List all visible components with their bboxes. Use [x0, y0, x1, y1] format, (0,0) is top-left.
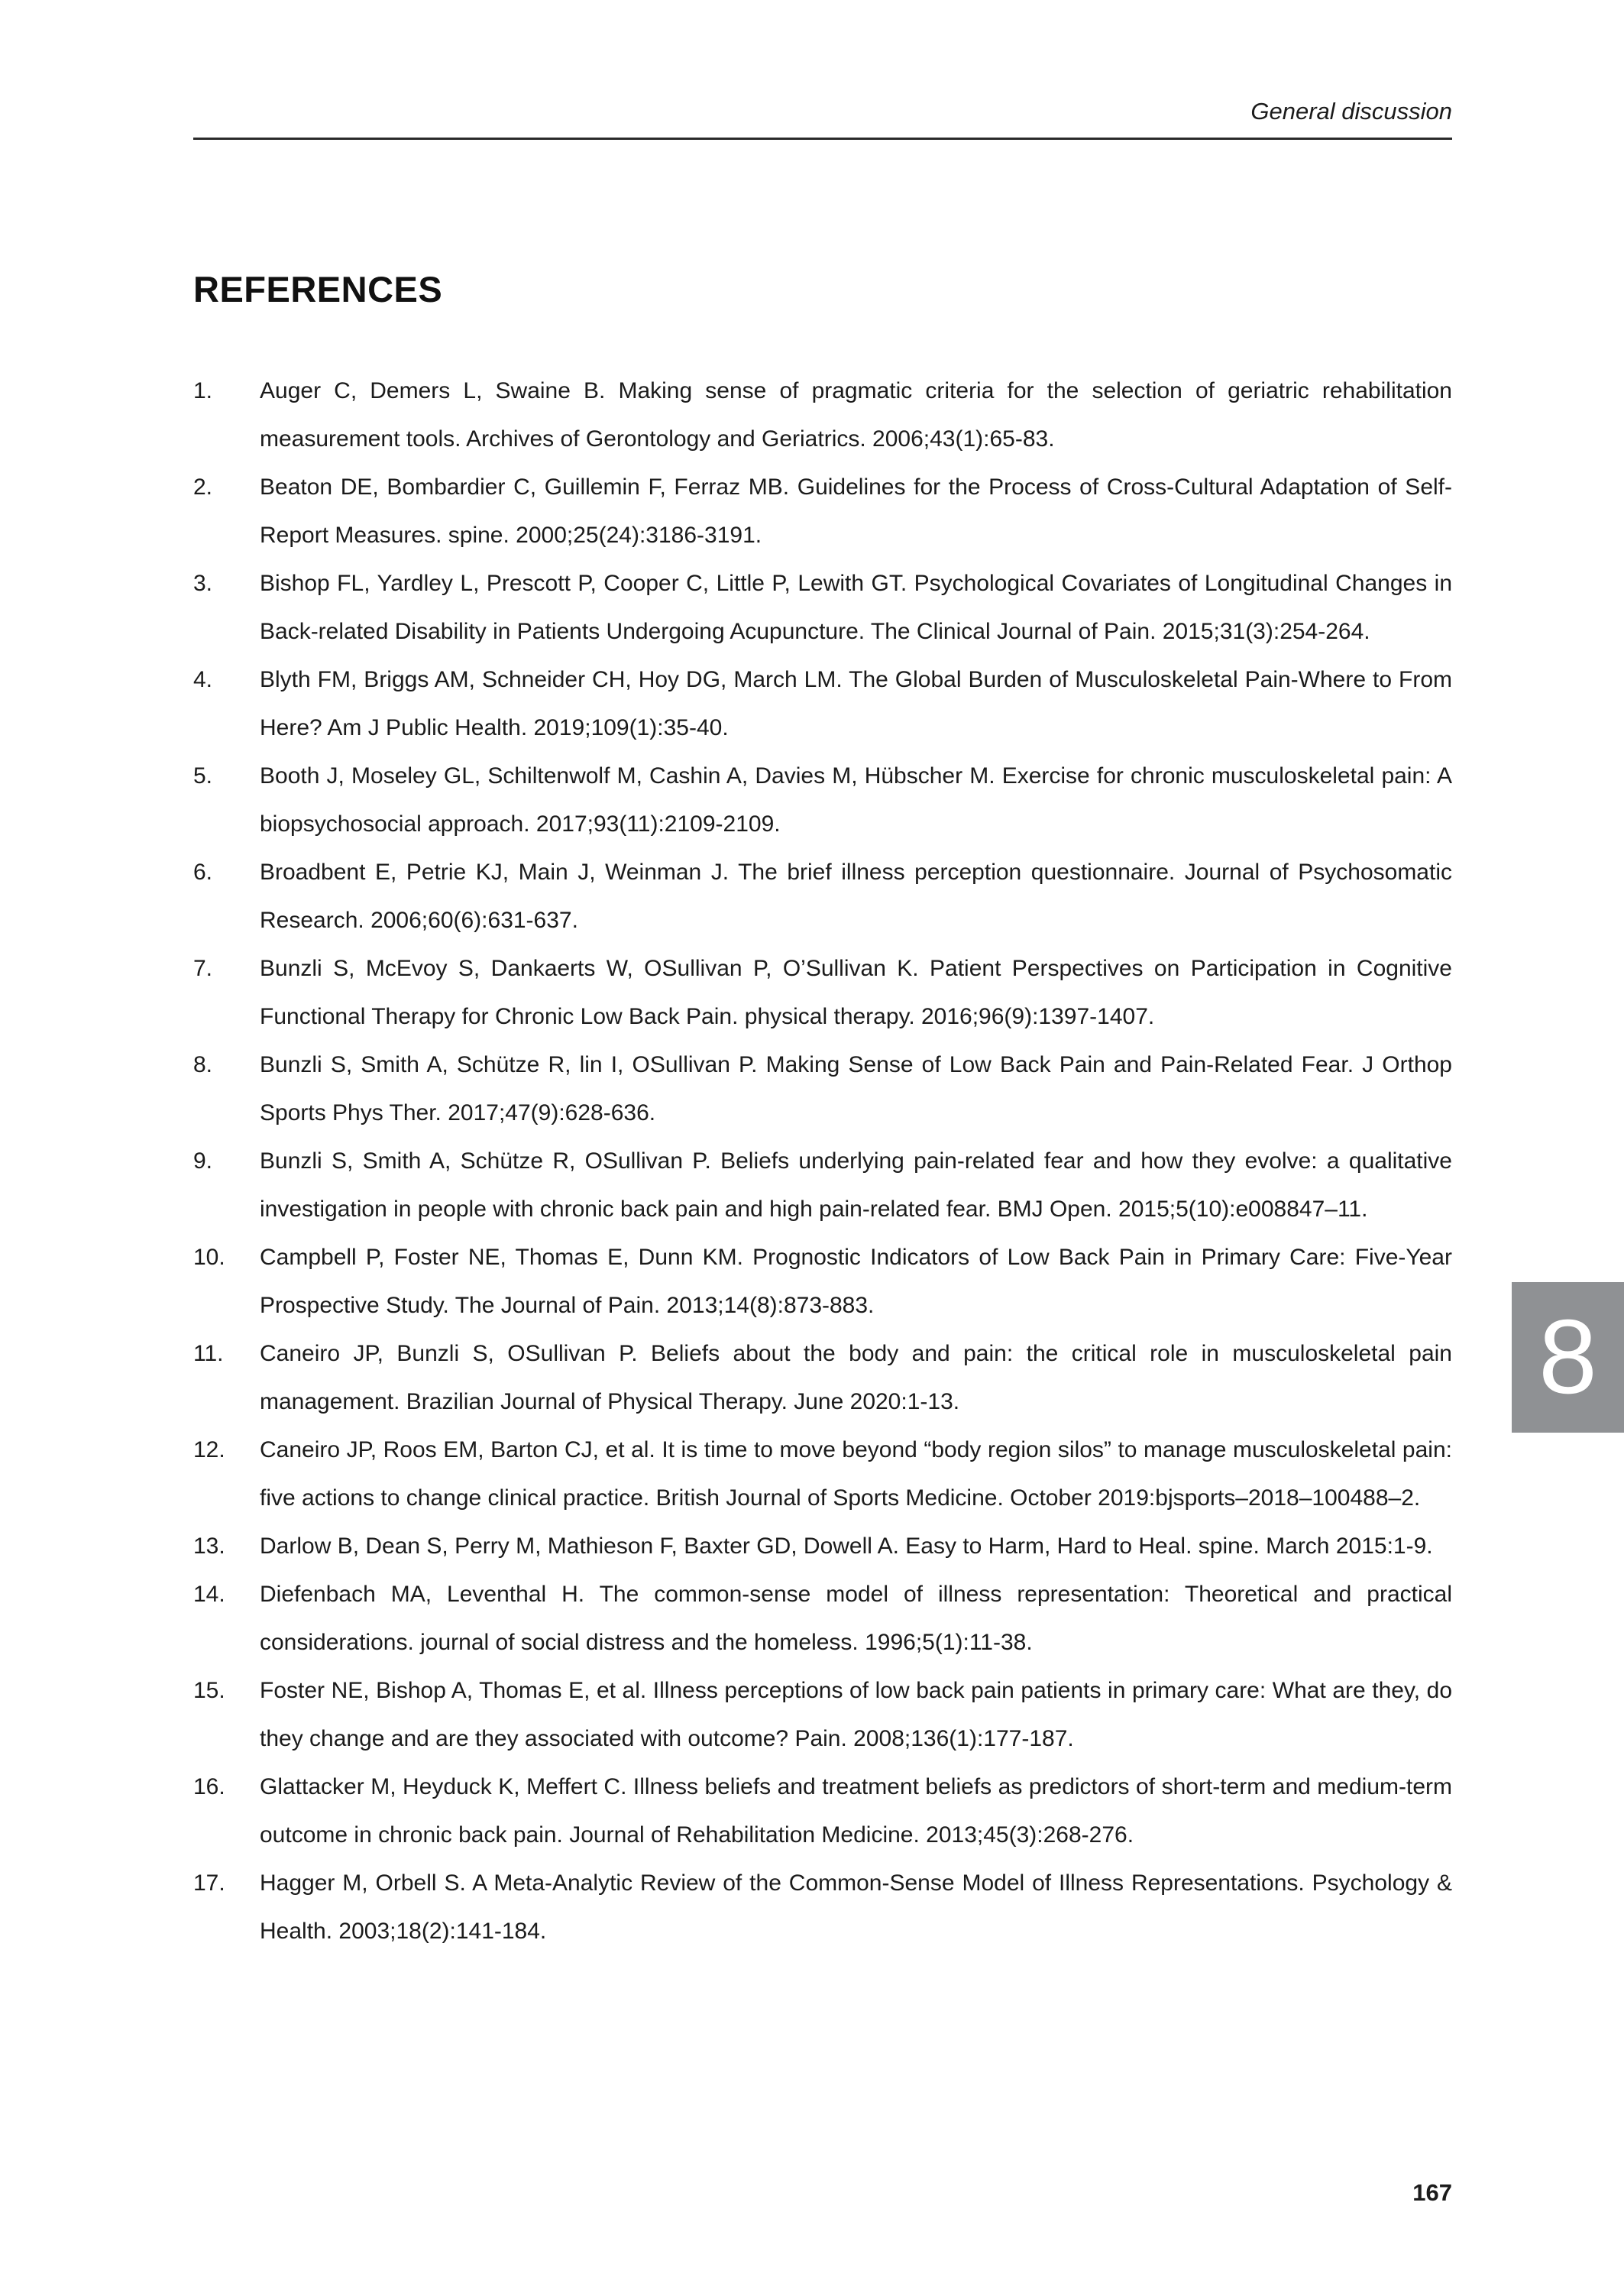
reference-text: Caneiro JP, Roos EM, Barton CJ, et al. It is time to move beyond “body region silos” to manage musculoskeletal pain: five actions to change clinical practice. British Journal of Sports Medicine. October 2019:bjsports–2018–100488–2. — [260, 1437, 1452, 1511]
running-header-text: General discussion — [1250, 98, 1452, 125]
reference-item — [193, 848, 1452, 944]
chapter-tab — [1512, 1282, 1624, 1433]
reference-item — [193, 463, 1452, 559]
chapter-number: 8 — [1538, 1298, 1597, 1416]
reference-text: Foster NE, Bishop A, Thomas E, et al. Illness perceptions of low back pain patients in primary care: What are they, do they change and are they associated with outcome? Pain. 2008;136(1):177-187. — [260, 1678, 1452, 1751]
reference-item — [193, 944, 1452, 1041]
reference-number: 4. — [193, 667, 213, 692]
reference-text: Diefenbach MA, Leventhal H. The common-sense model of illness representation: Theoretical and practical considerations. journal of social distress and the homeless. 1996;5(1):11-38. — [260, 1582, 1452, 1655]
reference-item — [193, 1426, 1452, 1522]
reference-item — [193, 1041, 1452, 1137]
page-content — [193, 0, 1452, 1955]
reference-item — [193, 559, 1452, 656]
reference-text: Glattacker M, Heyduck K, Meffert C. Illness beliefs and treatment beliefs as predictors of short-term and medium-term outcome in chronic back pain. Journal of Rehabilitation Medicine. 2013;45(3):268-276. — [260, 1774, 1452, 1848]
reference-text: Auger C, Demers L, Swaine B. Making sense of pragmatic criteria for the selection of geriatric rehabilitation measurement tools. Archives of Gerontology and Geriatrics. 2006;43(1):65-83. — [260, 378, 1452, 452]
reference-item — [193, 1329, 1452, 1426]
reference-item — [193, 656, 1452, 752]
reference-number: 16. — [193, 1774, 225, 1799]
reference-item — [193, 1763, 1452, 1859]
reference-number: 10. — [193, 1245, 225, 1270]
page-number: 167 — [1412, 2179, 1452, 2206]
reference-text: Bunzli S, McEvoy S, Dankaerts W, OSullivan P, O’Sullivan K. Patient Perspectives on Participation in Cognitive Functional Therapy for Chronic Low Back Pain. physical therapy. 2016;96(9):1397-1407. — [260, 956, 1452, 1029]
reference-number: 15. — [193, 1678, 225, 1703]
reference-item — [193, 1859, 1452, 1955]
reference-text: Bunzli S, Smith A, Schütze R, lin I, OSullivan P. Making Sense of Low Back Pain and Pain-Related Fear. J Orthop Sports Phys Ther. 2017;47(9):628-636. — [260, 1052, 1452, 1125]
reference-text: Beaton DE, Bombardier C, Guillemin F, Ferraz MB. Guidelines for the Process of Cross-Cultural Adaptation of Self-Report Measures. spine. 2000;25(24):3186-3191. — [260, 474, 1452, 548]
reference-number: 17. — [193, 1870, 225, 1896]
reference-number: 1. — [193, 378, 213, 403]
reference-text: Caneiro JP, Bunzli S, OSullivan P. Beliefs about the body and pain: the critical role in musculoskeletal pain management. Brazilian Journal of Physical Therapy. June 2020:1-13. — [260, 1341, 1452, 1414]
reference-item — [193, 1570, 1452, 1666]
section-title: REFERENCES — [193, 269, 443, 309]
reference-number: 2. — [193, 474, 213, 500]
reference-text: Campbell P, Foster NE, Thomas E, Dunn KM. Prognostic Indicators of Low Back Pain in Primary Care: Five-Year Prospective Study. The Journal of Pain. 2013;14(8):873-883. — [260, 1245, 1452, 1318]
reference-item — [193, 1137, 1452, 1233]
reference-item — [193, 752, 1452, 848]
reference-item — [193, 1522, 1452, 1570]
reference-item — [193, 1666, 1452, 1763]
reference-number: 7. — [193, 956, 213, 981]
reference-text: Darlow B, Dean S, Perry M, Mathieson F, Baxter GD, Dowell A. Easy to Harm, Hard to Heal. spine. March 2015:1-9. — [260, 1534, 1433, 1559]
reference-number: 11. — [193, 1341, 224, 1366]
header-rule — [193, 138, 1452, 140]
reference-text: Booth J, Moseley GL, Schiltenwolf M, Cashin A, Davies M, Hübscher M. Exercise for chronic musculoskeletal pain: A biopsychosocial approach. 2017;93(11):2109-2109. — [260, 763, 1452, 837]
reference-number: 9. — [193, 1148, 213, 1174]
reference-number: 13. — [193, 1534, 225, 1559]
reference-text: Broadbent E, Petrie KJ, Main J, Weinman J. The brief illness perception questionnaire. Journal of Psychosomatic Research. 2006;60(6):631-637. — [260, 860, 1452, 933]
reference-text: Blyth FM, Briggs AM, Schneider CH, Hoy DG, March LM. The Global Burden of Musculoskeletal Pain-Where to From Here? Am J Public Health. 2019;109(1):35-40. — [260, 667, 1452, 740]
reference-text: Bunzli S, Smith A, Schütze R, OSullivan P. Beliefs underlying pain-related fear and how they evolve: a qualitative investigation in people with chronic back pain and high pain-related fear. BMJ Open. 2015;5(10):e008847–11. — [260, 1148, 1452, 1222]
reference-text: Bishop FL, Yardley L, Prescott P, Cooper C, Little P, Lewith GT. Psychological Covariates of Longitudinal Changes in Back-related Disability in Patients Undergoing Acupuncture. The Clinical Journal of Pain. 2015;31(3):254-264. — [260, 571, 1452, 644]
running-header — [193, 0, 1452, 125]
reference-number: 5. — [193, 763, 213, 789]
reference-text: Hagger M, Orbell S. A Meta-Analytic Review of the Common-Sense Model of Illness Representations. Psychology & Health. 2003;18(2):141-184. — [260, 1870, 1452, 1944]
reference-number: 14. — [193, 1582, 225, 1607]
reference-list — [193, 367, 1452, 1955]
reference-number: 6. — [193, 860, 213, 885]
reference-number: 12. — [193, 1437, 225, 1462]
reference-item — [193, 1233, 1452, 1329]
reference-number: 3. — [193, 571, 213, 596]
reference-number: 8. — [193, 1052, 213, 1077]
reference-item — [193, 367, 1452, 463]
